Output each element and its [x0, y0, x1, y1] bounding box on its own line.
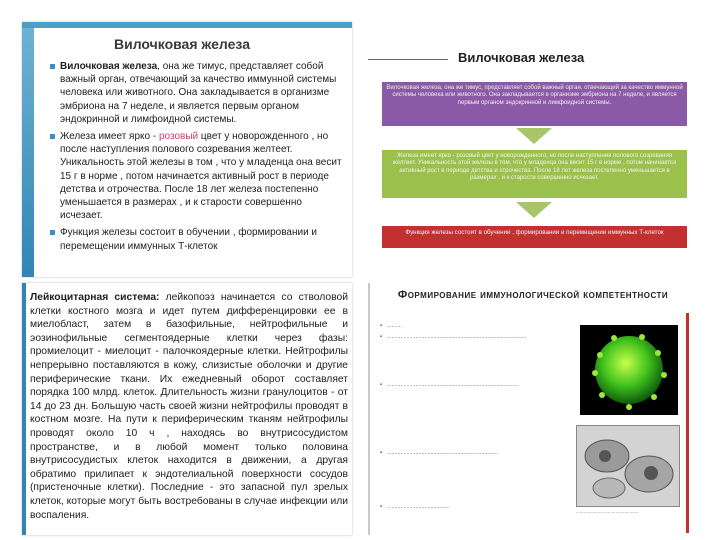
paragraph-text: лейкопоэз начинается со стволовой клетки костного мозга и идет путем дифференцировки ее в миелобласт, затем в базофильные, нейтрофильные и эозинофильные сегментоядерные клетки через фазы: промиелоцит - миелоцит - палочкоядерные клетки. Нейтрофилы непрерывно поставляются в кожу, слизистые оболочки и другие периферические ткани. Их ежедневный оборот составляет порядка 100 млрд. клеток. Длительность жизни гранулоцитов - от 14 до 23 дн. Большую часть своей жизни нейтрофилы проводят в костном мозге. На пути к периферическим тканям нейтрофилы проводят около 10 ч , находясь во внутрисосудистом пространстве, и в любой момент только половина внутрисосудистых клеток находится в движении, а другая обратимо прилипает к эндотелиальной поверхности сосудов (пристеночные клетки). Последние - это запасной пул зрелых клеток, которые могут быть востребованы в случае инфекции или воспаления.	[30, 292, 348, 521]
list-item: ▪ ........................................................................................	[380, 382, 570, 446]
bullet-item	[50, 226, 346, 252]
slide-immunology	[368, 283, 698, 535]
slide-left-bar	[22, 22, 34, 277]
slide-title: Формирование иммунологической компетентности	[397, 289, 669, 301]
title-rule	[368, 59, 448, 60]
slide-edge	[368, 283, 370, 535]
green-cell-image	[580, 325, 678, 415]
list-item: ▪ ..........	[380, 323, 570, 330]
slide-title: Вилочковая железа	[458, 50, 585, 65]
down-arrow-icon	[516, 128, 552, 144]
micrograph-image	[576, 425, 680, 507]
bullet-column	[380, 323, 570, 532]
bullet-bold: Вилочковая железа	[60, 61, 158, 72]
list-item: ▪ ..........................................	[380, 504, 570, 528]
slide-left-bar	[22, 283, 26, 535]
highlight-pink: розовый	[158, 131, 199, 143]
red-stripe	[686, 313, 689, 533]
bullet-text: Функция железы состоит в обучении , формировании и перемещении иммунных Т-клеток	[60, 227, 318, 252]
figure-caption: .................................................	[576, 509, 639, 514]
bullet-text: , она же тимус, представляет собой важный орган, отвечающий за качество иммунной системы человека или животного. Она закладывается в организме эмбриона на 7 неделе, и является первым органом эндокринной и лимфоидной системы.	[60, 61, 337, 125]
bullet-text: цвет у новорожденного , но после наступления полового созревания желтеет. Уникальность этой железы в том , что у младенца она весит 15 г в норме , потом начинается активный рост в периоде детства и отрочества. После 18 лет железа постепенно уменьшается в размерах , и к старости совершенно исчезает.	[60, 131, 342, 222]
list-item: ▪ .............................................................................................	[380, 334, 570, 378]
slide-thymus-text	[22, 22, 352, 277]
paragraph-bold: Лейкоцитарная система:	[30, 292, 160, 303]
slide-body	[50, 60, 346, 257]
slide-thymus-diagram	[368, 22, 698, 277]
down-arrow-icon	[516, 202, 552, 218]
slide-body	[30, 291, 348, 522]
slide-title: Вилочковая железа	[114, 36, 250, 52]
bullet-item	[50, 130, 346, 222]
red-box: Функция железы состоит в обучении , формировании и перемещении иммунных Т-клеток	[382, 226, 687, 248]
purple-box: Вилочковая железа, она же тимус, представляет собой важный орган, отвечающий за качество иммунной системы человека или животного. Она закладывается в организме эмбриона на 7 неделе, и является первым органом эндокринной и лимфоидной системы.	[382, 82, 687, 126]
slide-leukocyte-text	[22, 283, 352, 535]
bullet-item	[50, 60, 346, 126]
green-box: Железа имеет ярко - розовый цвет у новорожденного, но после наступления полового созревания желтеет. Уникальность этой железы в том, что у младенца она весит 15 г в норме , потом начинается активный рост в периоде детства и отрочества. После 18 лет железа постепенно уменьшается в размерах , и к старости совершенно исчезает.	[382, 150, 687, 198]
bullet-text: Железа имеет ярко -	[60, 131, 159, 143]
list-item: ▪ ..........................................................................	[380, 450, 570, 500]
slide-top-bar	[22, 22, 352, 28]
